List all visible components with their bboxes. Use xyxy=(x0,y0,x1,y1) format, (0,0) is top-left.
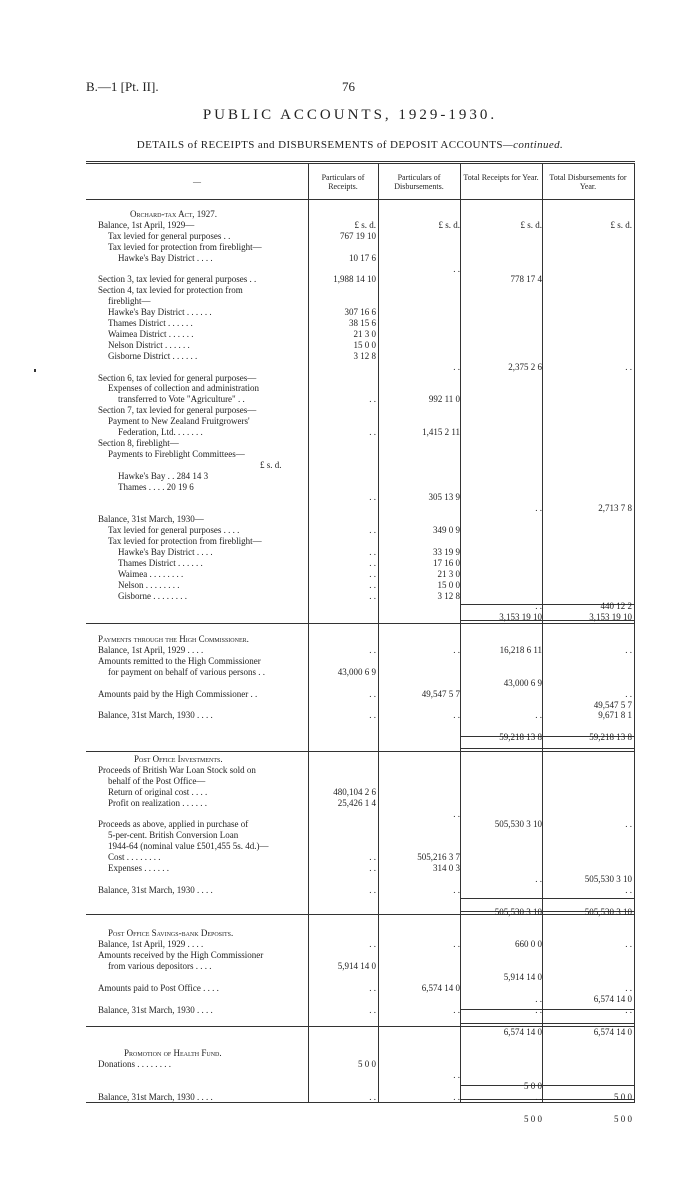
table-row xyxy=(86,580,635,591)
table-row xyxy=(86,950,635,961)
receipts-cell: . . xyxy=(369,645,376,655)
table-row xyxy=(86,994,635,1005)
disbursements-cell: 3 12 8 xyxy=(437,590,460,601)
total-receipts-cell: . . xyxy=(535,503,542,514)
table-row xyxy=(86,525,635,536)
disbursements-cell: . . xyxy=(453,884,460,895)
row-label: behalf of the Post Office— xyxy=(108,775,206,786)
disbursements-cell: 349 0 9 xyxy=(433,525,460,536)
row-label: Amounts paid by the High Commissioner . . xyxy=(98,688,258,699)
table-row xyxy=(86,427,635,438)
total-disbursements-cell: . . xyxy=(625,688,632,699)
total-disbursements-cell: . . xyxy=(625,361,632,372)
row-label: Cost . . . . . . . . xyxy=(108,852,161,863)
total-disbursements-cell: . . xyxy=(625,939,632,950)
total-receipts-cell: 59,218 13 8 xyxy=(499,732,542,743)
subtitle-main: DETAILS of RECEIPTS and DISBURSEMENTS of DEPOSIT ACCOUNTS xyxy=(136,139,503,151)
row-label: Balance, 31st March, 1930 . . . . xyxy=(98,1004,213,1015)
row-label: Nelson District . . . . . . xyxy=(108,339,190,350)
row-label: Payment to New Zealand Fruitgrowers' xyxy=(108,416,250,427)
receipts-cell: £ s. d. xyxy=(354,219,376,230)
table-row xyxy=(86,907,635,918)
row-label: from various depositors . . . . xyxy=(108,961,212,972)
disbursements-cell: . . xyxy=(453,710,460,721)
table-row xyxy=(86,209,635,220)
row-label: Hawke's Bay District . . . . . . xyxy=(108,307,212,318)
receipts-cell: 5 0 0 xyxy=(358,1059,376,1070)
total-receipts-cell: . . xyxy=(535,601,542,612)
receipts-cell: 15 0 0 xyxy=(353,339,376,350)
table-row xyxy=(86,732,635,743)
subtitle-continued: —continued. xyxy=(502,139,564,151)
total-disbursements-cell: £ s. d. xyxy=(610,219,632,230)
disbursements-cell: . . xyxy=(453,939,460,950)
row-label: Payments through the High Commissioner. xyxy=(98,634,249,645)
table-row xyxy=(86,503,635,514)
table-row xyxy=(86,558,635,569)
receipts-cell: 307 16 6 xyxy=(344,307,376,318)
total-disbursements-cell: 440 12 2 xyxy=(600,601,632,612)
receipts-cell: . . xyxy=(369,982,376,993)
row-label: Nelson . . . . . . . . xyxy=(118,579,180,590)
receipts-cell: . . xyxy=(369,546,376,557)
disbursements-cell: . . xyxy=(453,361,460,372)
table-row xyxy=(86,1114,635,1125)
receipts-cell: 21 3 0 xyxy=(353,328,376,339)
table-row xyxy=(86,416,635,427)
row-label: Proceeds as above, applied in purchase of xyxy=(98,819,249,830)
total-receipts-cell: 2,375 2 6 xyxy=(508,361,542,372)
row-label: Promotion of Health Fund. xyxy=(124,1048,222,1059)
total-receipts-cell: . . xyxy=(535,993,542,1004)
table-top-rule xyxy=(86,161,635,162)
disbursements-cell: 6,574 14 0 xyxy=(421,982,460,993)
row-label: Thames District . . . . . . xyxy=(118,557,203,568)
row-label: Post Office Investments. xyxy=(134,754,223,764)
total-disbursements-cell: 9,671 8 1 xyxy=(598,710,632,721)
disbursements-cell: . . xyxy=(453,808,460,819)
table-row xyxy=(86,1081,635,1092)
table-row xyxy=(86,318,635,329)
disbursements-cell: . . xyxy=(453,1004,460,1015)
page-title: PUBLIC ACCOUNTS, 1929-1930. xyxy=(202,107,498,123)
row-label: Section 6, tax levied for general purposes— xyxy=(98,372,257,383)
receipts-cell: . . xyxy=(369,884,376,895)
table-row xyxy=(86,471,635,482)
disbursements-cell: . . xyxy=(453,1091,460,1102)
row-label: Balance, 31st March, 1930— xyxy=(98,514,204,525)
receipts-cell: 38 15 6 xyxy=(349,318,376,328)
row-label: Expenses of collection and administration xyxy=(108,383,259,394)
receipts-cell: . . xyxy=(369,427,376,437)
table-row xyxy=(86,896,635,907)
row-label: Thames . . . . 20 19 6 xyxy=(118,481,194,492)
row-label: Donations . . . . . . . . xyxy=(98,1059,171,1070)
row-label: Balance, 1st April, 1929 . . . . xyxy=(98,939,204,950)
receipts-cell: 43,000 6 9 xyxy=(337,666,376,677)
row-label: Gisborne . . . . . . . . xyxy=(118,590,187,601)
row-label: Waimea . . . . . . . . xyxy=(118,568,184,579)
disbursements-cell: 305 13 9 xyxy=(428,492,460,503)
row-label: Tax levied for general purposes . . . . xyxy=(108,525,240,536)
receipts-cell: 3 12 8 xyxy=(353,350,376,361)
table-row xyxy=(86,928,635,939)
disbursements-cell: 33 19 9 xyxy=(433,546,460,557)
table-row xyxy=(86,754,635,765)
total-disbursements-cell: 5 0 0 xyxy=(614,1091,632,1102)
receipts-cell: . . xyxy=(369,710,376,721)
total-receipts-cell: 5 0 0 xyxy=(524,1113,542,1124)
table-row xyxy=(86,798,635,809)
header-bottom-rule xyxy=(86,199,635,200)
receipts-cell: . . xyxy=(369,525,376,536)
row-label: Return of original cost . . . . xyxy=(108,786,208,797)
row-label: Section 3, tax levied for general purposes . . xyxy=(98,274,257,285)
row-label: transferred to Vote "Agriculture" . . xyxy=(118,394,245,405)
total-receipts-cell: £ s. d. xyxy=(520,219,542,230)
table-row xyxy=(86,809,635,820)
total-receipts-cell: . . xyxy=(535,873,542,884)
margin-mark xyxy=(34,369,36,372)
row-label: Balance, 31st March, 1930 . . . . xyxy=(98,710,213,721)
receipts-cell: 25,426 1 4 xyxy=(337,797,376,808)
row-label: Balance, 1st April, 1929— xyxy=(98,219,195,230)
disbursements-cell: 49,547 5 7 xyxy=(421,688,460,699)
table-row xyxy=(86,885,635,896)
row-label: Hawke's Bay District . . . . xyxy=(118,546,213,557)
table-row xyxy=(86,1103,635,1114)
disbursements-cell: . . xyxy=(453,645,460,655)
table-row xyxy=(86,383,635,394)
table-row xyxy=(86,961,635,972)
total-receipts-cell: 660 0 0 xyxy=(515,939,542,950)
receipts-cell: . . xyxy=(369,394,376,405)
table-row xyxy=(86,721,635,732)
disbursements-cell: 505,216 3 7 xyxy=(417,852,460,863)
total-receipts-cell: 5,914 14 0 xyxy=(503,972,542,982)
total-receipts-cell: 505,530 3 10 xyxy=(494,819,542,830)
table-row xyxy=(86,1037,635,1048)
row-label: £ s. d. xyxy=(260,459,282,470)
disbursements-cell: 21 3 0 xyxy=(437,568,460,579)
receipts-cell: . . xyxy=(369,688,376,699)
table-row xyxy=(86,296,635,307)
page-subtitle xyxy=(0,140,700,151)
disbursements-cell: 1,415 2 11 xyxy=(422,427,460,437)
receipts-cell: 5,914 14 0 xyxy=(337,961,376,972)
table-row xyxy=(86,242,635,253)
row-label: Tax levied for protection from fireblight— xyxy=(108,241,262,252)
total-receipts-cell: 5 0 0 xyxy=(524,1081,542,1091)
total-disbursements-cell: . . xyxy=(625,819,632,830)
row-label: Hawke's Bay District . . . . xyxy=(118,252,213,263)
total-disbursements-cell: . . xyxy=(625,1004,632,1015)
table-row xyxy=(86,460,635,471)
table-row xyxy=(86,394,635,405)
table-row xyxy=(86,329,635,340)
col-header-disbursements: Particulars of Disbursements. xyxy=(394,173,444,192)
table-row xyxy=(86,1005,635,1016)
row-label: for payment on behalf of various persons . . xyxy=(108,666,265,677)
table-row xyxy=(86,601,635,612)
table-row xyxy=(86,591,635,602)
page-number: 76 xyxy=(342,79,355,94)
total-receipts-cell: . . xyxy=(535,1091,542,1102)
table-row xyxy=(86,1048,635,1059)
receipts-cell: . . xyxy=(369,1004,376,1015)
table-row xyxy=(86,830,635,841)
table-row xyxy=(86,743,635,754)
total-disbursements-cell: . . xyxy=(625,645,632,655)
receipts-cell: 480,104 2 6 xyxy=(333,786,376,797)
row-label: Section 7, tax levied for general purposes— xyxy=(98,405,257,416)
table-row xyxy=(86,362,635,373)
table-row xyxy=(86,220,635,231)
total-disbursements-cell: . . xyxy=(625,884,632,895)
row-label: Amounts received by the High Commissioner xyxy=(98,950,264,961)
total-disbursements-cell: 6,574 14 0 xyxy=(593,993,632,1004)
receipts-cell: . . xyxy=(369,939,376,950)
total-receipts-cell: 43,000 6 9 xyxy=(503,677,542,688)
table-row xyxy=(86,253,635,264)
col-header-receipts: Particulars of Receipts. xyxy=(321,173,365,192)
receipts-cell: 10 17 6 xyxy=(349,252,376,263)
row-label: 1944-64 (nominal value £501,455 5s. 4d.)— xyxy=(108,841,269,852)
row-label: Balance, 31st March, 1930 . . . . xyxy=(98,884,213,895)
table-row xyxy=(86,634,635,645)
table-row xyxy=(86,1059,635,1070)
table-row xyxy=(86,536,635,547)
row-label: Waimea District . . . . . . xyxy=(108,328,194,339)
row-label: Proceeds of British War Loan Stock sold on xyxy=(98,764,256,775)
disbursements-cell: 992 11 0 xyxy=(428,394,460,405)
table-row xyxy=(86,569,635,580)
table-row xyxy=(86,656,635,667)
row-label: Profit on realization . . . . . . xyxy=(108,797,207,808)
row-label: Balance, 31st March, 1930 . . . . xyxy=(98,1091,213,1102)
table-row xyxy=(86,972,635,983)
table-row xyxy=(86,819,635,830)
total-disbursements-cell: 2,713 7 8 xyxy=(598,503,632,514)
table-row xyxy=(86,285,635,296)
receipts-cell: . . xyxy=(369,1091,376,1102)
row-label: Payments to Fireblight Committees— xyxy=(108,448,245,459)
disbursements-cell: £ s. d. xyxy=(438,219,460,230)
table-row xyxy=(86,700,635,711)
receipts-cell: . . xyxy=(369,590,376,601)
total-receipts-cell: 6,574 14 0 xyxy=(503,1026,542,1037)
table-row xyxy=(86,373,635,384)
row-label: Thames District . . . . . . xyxy=(108,318,193,328)
table-row xyxy=(86,852,635,863)
disbursements-cell: 314 0 3 xyxy=(433,863,460,873)
table-row xyxy=(86,623,635,634)
table-row xyxy=(86,514,635,525)
table-row xyxy=(86,710,635,721)
receipts-cell: . . xyxy=(369,492,376,503)
row-label: Orchard-tax Act, 1927. xyxy=(130,209,218,219)
table-row xyxy=(86,1016,635,1027)
total-disbursements-cell: . . xyxy=(625,982,632,993)
accounts-table xyxy=(86,161,635,1124)
row-label: Hawke's Bay . . 284 14 3 xyxy=(118,470,209,481)
table-row xyxy=(86,264,635,275)
disbursements-cell: 17 16 0 xyxy=(433,557,460,568)
total-disbursements-cell: 505,530 3 10 xyxy=(584,906,632,917)
total-receipts-cell: 3,153 19 10 xyxy=(499,612,542,623)
table-row xyxy=(86,612,635,623)
disbursements-cell: . . xyxy=(453,1070,460,1081)
receipts-cell: . . xyxy=(369,568,376,579)
table-row xyxy=(86,765,635,776)
col-header-total-receipts: Total Receipts for Year. xyxy=(463,173,539,182)
total-receipts-cell: 778 17 4 xyxy=(510,274,542,285)
row-label: Amounts paid to Post Office . . . . xyxy=(98,982,219,993)
row-label: Amounts remitted to the High Commissioner xyxy=(98,655,261,666)
table-row xyxy=(86,449,635,460)
row-label: Section 8, fireblight— xyxy=(98,437,179,448)
receipts-cell: . . xyxy=(369,852,376,863)
total-disbursements-cell: 505,530 3 10 xyxy=(584,873,632,884)
table-row xyxy=(86,307,635,318)
table-row xyxy=(86,787,635,798)
table-row xyxy=(86,863,635,874)
table-row xyxy=(86,438,635,449)
receipts-cell: 1,988 14 10 xyxy=(333,274,376,285)
table-row xyxy=(86,231,635,242)
table-row xyxy=(86,678,635,689)
total-disbursements-cell: 49,547 5 7 xyxy=(593,699,632,710)
row-label: Expenses . . . . . . xyxy=(108,863,169,873)
disbursements-cell: . . xyxy=(453,263,460,274)
table-row xyxy=(86,874,635,885)
table-row xyxy=(86,645,635,656)
total-disbursements-cell: 5 0 0 xyxy=(614,1113,632,1124)
row-label: Balance, 1st April, 1929 . . . . xyxy=(98,645,204,655)
table-row xyxy=(86,547,635,558)
total-disbursements-cell: 59,218 13 8 xyxy=(589,732,632,743)
total-receipts-cell: . . xyxy=(535,710,542,721)
total-receipts-cell: 505,530 3 10 xyxy=(494,906,542,917)
table-row xyxy=(86,482,635,493)
table-row xyxy=(86,274,635,285)
row-label: Federation, Ltd. . . . . . . xyxy=(118,427,203,437)
row-label: Post Office Savings-bank Deposits. xyxy=(108,928,234,939)
row-label: fireblight— xyxy=(108,296,151,307)
table-row xyxy=(86,841,635,852)
table-row xyxy=(86,340,635,351)
table-row xyxy=(86,776,635,787)
table-row xyxy=(86,1092,635,1103)
row-label: Gisborne District . . . . . . xyxy=(108,350,198,361)
table-top-rule-double xyxy=(86,163,635,164)
disbursements-cell: 15 0 0 xyxy=(437,579,460,590)
row-label: 5-per-cent. British Conversion Loan xyxy=(108,830,239,841)
receipts-cell: . . xyxy=(369,863,376,873)
receipts-cell: . . xyxy=(369,579,376,590)
total-disbursements-cell: 3,153 19 10 xyxy=(589,612,632,623)
col-header-total-disbursements: Total Disbursements for Year. xyxy=(549,173,627,192)
running-header-left: B.—1 [Pt. II]. xyxy=(86,79,159,94)
total-disbursements-cell: 6,574 14 0 xyxy=(593,1026,632,1037)
table-row xyxy=(86,689,635,700)
total-receipts-cell: . . xyxy=(535,1004,542,1015)
table-row xyxy=(86,939,635,950)
table-row xyxy=(86,1070,635,1081)
table-row xyxy=(86,492,635,503)
receipts-cell: . . xyxy=(369,557,376,568)
table-row xyxy=(86,351,635,362)
table-row xyxy=(86,918,635,929)
row-label: Section 4, tax levied for protection from xyxy=(98,285,243,296)
receipts-cell: 767 19 10 xyxy=(340,230,376,241)
table-row xyxy=(86,405,635,416)
table-row xyxy=(86,667,635,678)
col-header-description: — xyxy=(193,177,201,186)
row-label: Tax levied for protection from fireblight— xyxy=(108,536,262,546)
table-row xyxy=(86,1027,635,1038)
row-label: Tax levied for general purposes . . xyxy=(108,230,231,241)
total-receipts-cell: 16,218 6 11 xyxy=(499,645,542,655)
table-row xyxy=(86,983,635,994)
